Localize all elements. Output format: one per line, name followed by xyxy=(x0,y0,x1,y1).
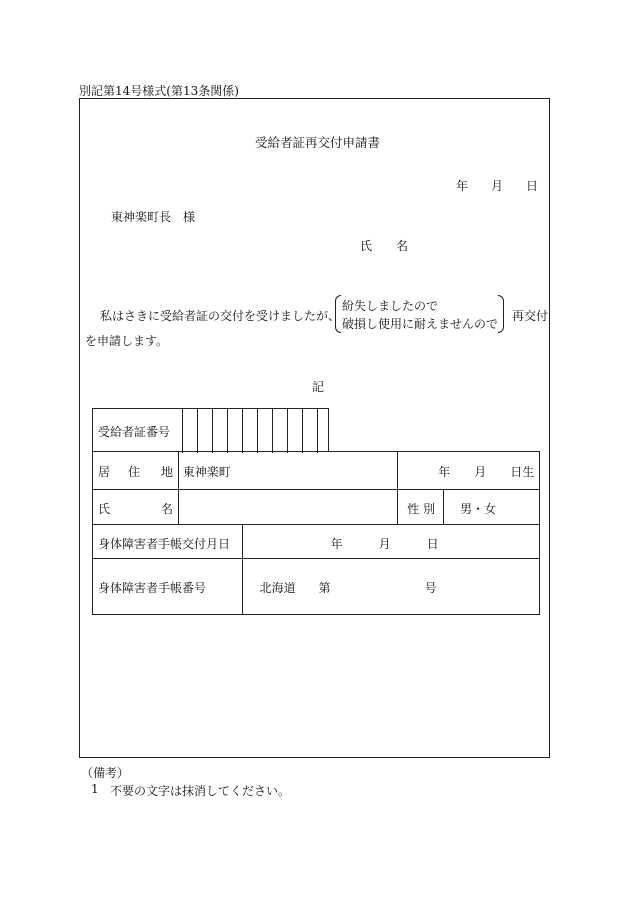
info-table xyxy=(92,451,540,615)
name-label-cell xyxy=(93,490,179,525)
notes-item-number: 1 xyxy=(91,782,99,796)
cert-digit-box[interactable] xyxy=(302,409,303,453)
date-day: 日 xyxy=(526,179,539,193)
sex-value: 男・女 xyxy=(460,502,497,516)
address-row xyxy=(93,452,540,490)
sex-label: 性 別 xyxy=(407,502,436,516)
form-frame xyxy=(79,98,550,758)
handbook-number-label: 身体障害者手帳番号 xyxy=(98,581,207,595)
addressee: 東神楽町長 様 xyxy=(111,210,196,224)
birth-year: 年 xyxy=(438,465,451,479)
birth-day: 日生 xyxy=(510,465,535,479)
handbook-date-year: 年 xyxy=(330,537,343,551)
cert-digit-box[interactable] xyxy=(287,409,288,453)
cert-digit-box[interactable] xyxy=(197,409,198,453)
address-label-char: 住 xyxy=(128,465,141,479)
birth-month: 月 xyxy=(474,465,487,479)
handbook-number-value-cell[interactable] xyxy=(242,559,539,615)
sex-value-cell[interactable] xyxy=(444,490,540,525)
name-value-cell[interactable] xyxy=(178,490,397,525)
notes-item-text: 不要の文字は抹消してください。 xyxy=(110,784,291,798)
name-row xyxy=(93,490,540,525)
handbook-number-pref: 北海道 xyxy=(259,581,296,595)
ki-label: 記 xyxy=(312,380,325,394)
cert-digit-box[interactable] xyxy=(182,409,183,453)
cert-digit-box[interactable] xyxy=(212,409,213,453)
statement-suffix: 再交付 xyxy=(512,309,549,323)
form-number: 別記第14号様式(第13条関係) xyxy=(79,84,239,98)
handbook-number-row xyxy=(93,559,540,615)
cert-digit-box[interactable] xyxy=(317,409,318,453)
handbook-number-go: 号 xyxy=(424,581,437,595)
address-label-char: 地 xyxy=(161,465,174,479)
cert-digit-box[interactable] xyxy=(257,409,258,453)
handbook-date-day: 日 xyxy=(426,537,439,551)
statement-prefix: 私はさきに受給者証の交付を受けましたが、 xyxy=(100,309,341,323)
name-label-char: 氏 xyxy=(98,502,111,516)
right-bracket xyxy=(498,295,504,333)
notes-heading: （備考） xyxy=(81,766,130,780)
applicant-name-label: 名 xyxy=(396,239,409,253)
date-year: 年 xyxy=(456,179,469,193)
applicant-surname-label: 氏 xyxy=(360,239,373,253)
birthdate-cell[interactable] xyxy=(398,452,540,490)
handbook-number-dai: 第 xyxy=(318,581,331,595)
statement-line2: を申請します。 xyxy=(85,334,169,348)
handbook-date-value-cell[interactable] xyxy=(242,525,539,559)
handbook-date-label: 身体障害者手帳交付月日 xyxy=(98,537,231,551)
handbook-date-month: 月 xyxy=(378,537,391,551)
statement-option-damaged: 破損し使用に耐えませんので xyxy=(342,317,499,331)
address-value-cell[interactable] xyxy=(178,452,397,490)
cert-number-label: 受給者証番号 xyxy=(98,425,171,439)
form-title: 受給者証再交付申請書 xyxy=(255,135,381,150)
handbook-date-row xyxy=(93,525,540,559)
cert-digit-box[interactable] xyxy=(272,409,273,453)
name-label-char: 名 xyxy=(161,502,174,516)
statement-option-lost: 紛失しましたので xyxy=(342,299,439,313)
address-label-cell xyxy=(93,452,179,490)
handbook-number-label-cell xyxy=(93,559,243,615)
sex-label-cell xyxy=(398,490,444,525)
date-month: 月 xyxy=(491,179,504,193)
address-value: 東神楽町 xyxy=(182,465,231,479)
cert-digit-box[interactable] xyxy=(227,409,228,453)
cert-number-row xyxy=(92,408,329,452)
left-bracket xyxy=(335,295,341,333)
handbook-date-label-cell xyxy=(93,525,243,559)
address-label-char: 居 xyxy=(98,465,111,479)
cert-digit-box[interactable] xyxy=(242,409,243,453)
